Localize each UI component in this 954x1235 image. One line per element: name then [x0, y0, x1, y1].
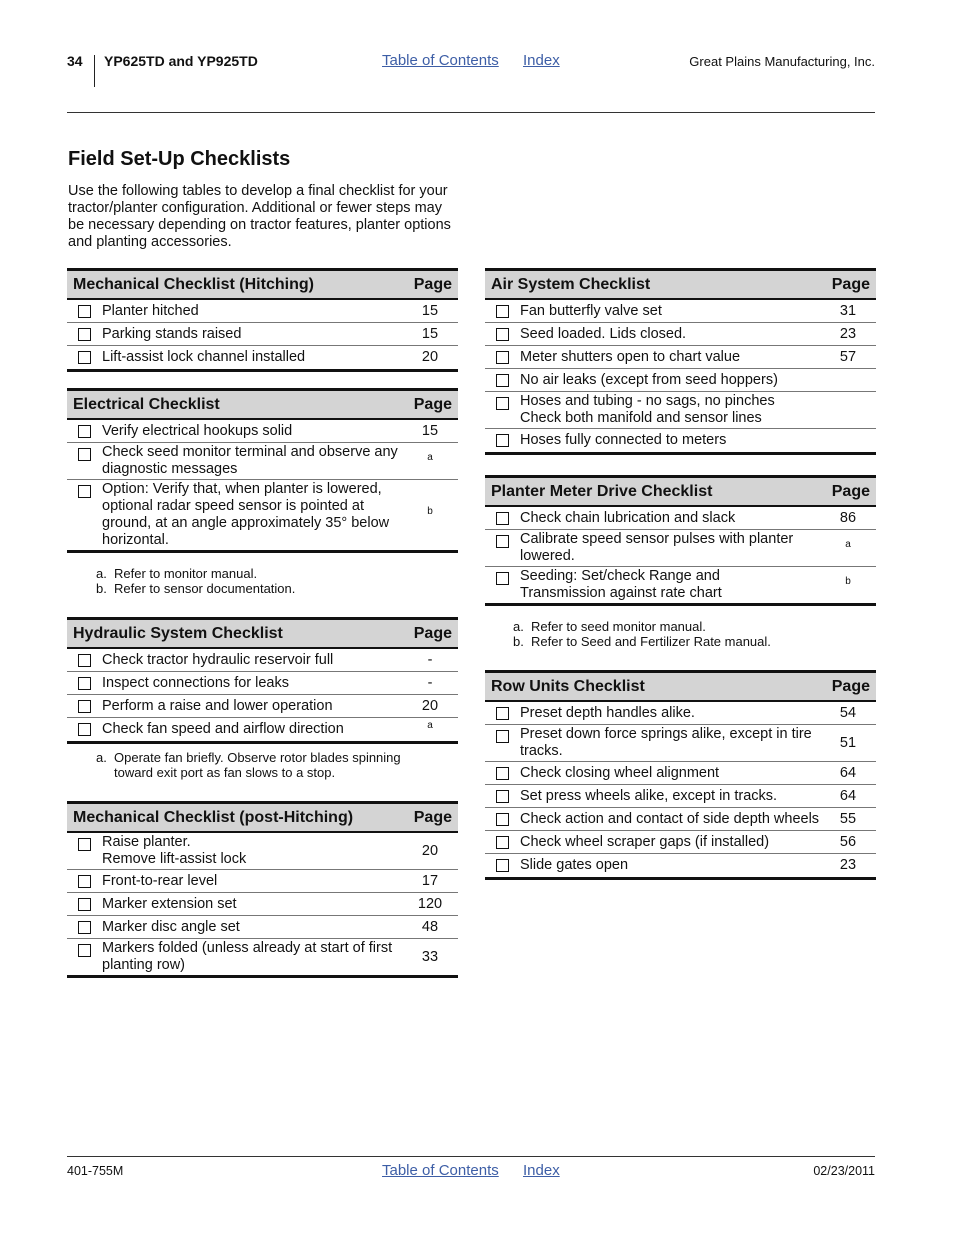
footnote-text: Refer to Seed and Fertilizer Rate manual.: [531, 634, 771, 649]
checkbox-box[interactable]: [496, 813, 509, 826]
checkbox[interactable]: [485, 430, 520, 447]
checklist-row: [67, 870, 458, 893]
checkbox[interactable]: [67, 871, 102, 888]
item-line: Perform a raise and lower operation: [102, 697, 333, 714]
item-line: Slide gates open: [520, 857, 629, 873]
item-line: Option: Verify that, when planter is lowered, optional radar speed sensor is pointed at ground, at an angle approximately 35° below horizontal.: [102, 481, 390, 548]
checkbox[interactable]: [67, 696, 102, 713]
page-column-header: Page: [413, 395, 452, 413]
header-divider: [94, 55, 95, 87]
checklist-item-text: [520, 788, 820, 805]
checklist-item-text: [520, 568, 820, 602]
checklist-row: [67, 833, 458, 870]
checkbox[interactable]: [485, 786, 520, 803]
item-line: Calibrate speed sensor pulses with planter lowered.: [520, 531, 794, 564]
checklist-row: [67, 443, 458, 480]
checklist-row: [485, 762, 876, 785]
checklist-row: [67, 718, 458, 741]
footer-index-link[interactable]: Index: [523, 1162, 560, 1179]
checkbox-box[interactable]: [496, 535, 509, 548]
model-title: YP625TD and YP925TD: [104, 53, 258, 69]
checklist-item-text: [520, 349, 820, 366]
page-reference: 120: [417, 895, 443, 912]
checkbox[interactable]: [67, 324, 102, 341]
checkbox[interactable]: [67, 421, 102, 438]
checklist-item-text: [520, 326, 820, 343]
checkbox[interactable]: [485, 370, 520, 387]
footer-toc-link[interactable]: Table of Contents: [382, 1162, 499, 1179]
hydraulic-checklist: [67, 617, 458, 744]
footnote: [513, 619, 771, 634]
checkbox-box[interactable]: [78, 921, 91, 934]
checkbox-box[interactable]: [78, 485, 91, 498]
checkbox[interactable]: [485, 832, 520, 849]
checkbox-box[interactable]: [78, 425, 91, 438]
meter-drive-checklist: [485, 475, 876, 606]
checkbox[interactable]: [485, 809, 520, 826]
page-reference: -: [427, 651, 433, 668]
table-title: Row Units Checklist: [491, 677, 645, 695]
footnote: [513, 634, 771, 649]
page-reference: 23: [839, 325, 857, 342]
checklist-row: [485, 300, 876, 323]
footnote: [96, 750, 436, 780]
footnote-letter: b.: [513, 634, 524, 649]
table-title: Electrical Checklist: [73, 395, 220, 413]
page-column-header: Page: [413, 624, 452, 642]
checklist-row: [485, 530, 876, 567]
checkbox[interactable]: [67, 894, 102, 911]
checklist-item-text: [520, 765, 820, 782]
mechanical-post-hitching-checklist: [67, 801, 458, 978]
hydraulic-notes: [96, 750, 436, 780]
checkbox-box[interactable]: [496, 351, 509, 364]
checklist-row: [485, 785, 876, 808]
checkbox-box[interactable]: [78, 328, 91, 341]
item-line: Marker extension set: [102, 895, 237, 912]
checklist-row: [485, 346, 876, 369]
item-line: Check fan speed and airflow direction: [102, 721, 344, 737]
checklist-item-text: [102, 423, 402, 440]
checkbox-box[interactable]: [496, 374, 509, 387]
checkbox-box[interactable]: [78, 677, 91, 690]
checkbox-box[interactable]: [496, 836, 509, 849]
table-title: Air System Checklist: [491, 275, 651, 293]
page-reference: 17: [421, 872, 439, 889]
checkbox[interactable]: [67, 650, 102, 667]
checklist-item-text: [102, 652, 402, 669]
checklist-item-text: [520, 726, 820, 760]
checklist-row: [67, 893, 458, 916]
checklist-row: [67, 346, 458, 369]
checkbox-box[interactable]: [78, 838, 91, 851]
checkbox-box[interactable]: [496, 730, 509, 743]
table-title: Mechanical Checklist (Hitching): [73, 275, 314, 293]
header-rule: [67, 112, 875, 113]
checkbox[interactable]: [485, 347, 520, 364]
item-line: Fan butterfly valve set: [520, 302, 662, 319]
item-line: Set press wheels alike, except in tracks.: [520, 787, 778, 804]
checkbox[interactable]: [485, 726, 520, 743]
checkbox-box[interactable]: [496, 707, 509, 720]
page-reference: -: [427, 674, 433, 691]
item-line: Parking stands raised: [102, 325, 242, 342]
checkbox[interactable]: [485, 301, 520, 318]
checklist-item-text: [102, 721, 402, 738]
item-line: Check closing wheel alignment: [520, 764, 720, 781]
toc-link[interactable]: Table of Contents: [382, 52, 499, 69]
checklist-row: [67, 420, 458, 443]
checkbox-box[interactable]: [496, 397, 509, 410]
checklist-item-text: [520, 372, 820, 389]
page-reference: 15: [421, 302, 439, 319]
page-reference: 23: [839, 857, 857, 873]
intro-paragraph: Use the following tables to develop a final checklist for your tractor/planter configuration. Additional or fewer steps may be necessary depending on tractor features, planter options and planting accessories.: [68, 183, 451, 250]
checklist-row: [485, 429, 876, 452]
table-header: [485, 673, 876, 702]
checklist-row: [67, 939, 458, 975]
checklist-item-text: [520, 811, 820, 828]
footer-rule: [67, 1156, 875, 1157]
table-title: Mechanical Checklist (post-Hitching): [73, 808, 354, 826]
checklist-item-text: [102, 896, 402, 913]
checkbox-box[interactable]: [496, 572, 509, 585]
checkbox[interactable]: [485, 324, 520, 341]
checkbox[interactable]: [485, 393, 520, 410]
table-title: Planter Meter Drive Checklist: [491, 482, 713, 500]
checklist-item-text: [520, 857, 820, 874]
page-column-header: Page: [831, 482, 870, 500]
checklist-item-text: [102, 698, 402, 715]
item-line: Planter hitched: [102, 302, 199, 319]
table-title: Hydraulic System Checklist: [73, 624, 283, 642]
footnote-letter: a.: [96, 750, 107, 765]
item-line: Inspect connections for leaks: [102, 674, 289, 691]
index-link[interactable]: Index: [523, 52, 560, 69]
item-line-2: Check both manifold and sensor lines: [520, 410, 762, 426]
checkbox[interactable]: [67, 481, 102, 498]
item-line-2: Remove lift-assist lock: [102, 851, 247, 867]
checkbox-box[interactable]: [78, 305, 91, 318]
item-line: Check wheel scraper gaps (if installed): [520, 833, 770, 850]
footnote-text: Operate fan briefly. Observe rotor blades spinning toward exit port as fan slows to a stop.: [114, 750, 401, 780]
checkbox[interactable]: [485, 703, 520, 720]
checkbox-box[interactable]: [78, 898, 91, 911]
checklist-item-text: [520, 393, 820, 427]
page-reference: 20: [421, 697, 439, 714]
checkbox-box[interactable]: [78, 448, 91, 461]
item-line: Seeding: Set/check Range and: [520, 568, 720, 584]
page-reference: 51: [839, 734, 857, 751]
page-reference: b: [845, 575, 851, 587]
checklist-item-text: [102, 919, 402, 936]
checklist-row: [485, 392, 876, 429]
checkbox[interactable]: [67, 347, 102, 364]
item-line: No air leaks (except from seed hoppers): [520, 371, 778, 388]
mechanical-hitching-checklist: [67, 268, 458, 372]
item-line-2: Transmission against rate chart: [520, 585, 722, 601]
page-reference: 48: [421, 918, 439, 935]
checklist-row: [485, 854, 876, 877]
checkbox[interactable]: [67, 834, 102, 851]
item-line: Meter shutters open to chart value: [520, 348, 741, 365]
checklist-item-text: [102, 834, 402, 868]
page-reference: b: [427, 505, 433, 517]
page-reference: a: [427, 720, 433, 731]
revision-date: 02/23/2011: [813, 1164, 875, 1178]
checklist-row: [67, 480, 458, 550]
checklist-row: [67, 649, 458, 672]
checkbox[interactable]: [67, 940, 102, 957]
footnote-text: Refer to monitor manual.: [114, 566, 258, 581]
meter-drive-notes: [513, 619, 771, 649]
checkbox-box[interactable]: [496, 859, 509, 872]
item-line: Check action and contact of side depth wheels: [520, 810, 820, 827]
checkbox-box[interactable]: [78, 944, 91, 957]
item-line: Check seed monitor terminal and observe any diagnostic messages: [102, 444, 398, 477]
electrical-checklist: [67, 388, 458, 553]
checkbox[interactable]: [67, 917, 102, 934]
item-line: Preset depth handles alike.: [520, 704, 695, 721]
checklist-item-text: [102, 675, 402, 692]
page-column-header: Page: [831, 275, 870, 293]
page-reference: 54: [839, 704, 857, 721]
checklist-item-text: [520, 705, 820, 722]
checklist-item-text: [102, 303, 402, 320]
checklist-item-text: [102, 940, 402, 974]
page-reference: 64: [839, 764, 857, 781]
checklist-row: [485, 369, 876, 392]
item-line: Hoses fully connected to meters: [520, 432, 727, 448]
checkbox[interactable]: [485, 568, 520, 585]
document-number: 401-755M: [67, 1164, 124, 1178]
page-reference: 20: [421, 842, 439, 859]
item-line: Seed loaded. Lids closed.: [520, 325, 687, 342]
checklist-row: [485, 808, 876, 831]
company-name: Great Plains Manufacturing, Inc.: [689, 54, 875, 69]
checkbox-box[interactable]: [78, 875, 91, 888]
checkbox[interactable]: [67, 301, 102, 318]
checkbox[interactable]: [485, 855, 520, 872]
page-reference: 86: [839, 509, 857, 526]
footnote-letter: a.: [96, 566, 107, 581]
checklist-item-text: [520, 510, 820, 527]
checklist-item-text: [520, 303, 820, 320]
item-line: Preset down force springs alike, except in tire tracks.: [520, 726, 812, 759]
checkbox-box[interactable]: [78, 351, 91, 364]
page-column-header: Page: [413, 808, 452, 826]
item-line: Check chain lubrication and slack: [520, 509, 736, 526]
footnote-letter: a.: [513, 619, 524, 634]
footnote: [96, 581, 295, 596]
checkbox-box[interactable]: [496, 767, 509, 780]
checklist-row: [485, 702, 876, 725]
item-line: Check tractor hydraulic reservoir full: [102, 651, 334, 668]
page-reference: 33: [421, 948, 439, 965]
page-reference: 15: [421, 422, 439, 439]
checklist-item-text: [520, 432, 820, 449]
page-reference: a: [427, 451, 433, 463]
table-header: [485, 271, 876, 300]
table-header: [67, 271, 458, 300]
footnote: [96, 566, 295, 581]
checkbox-box[interactable]: [496, 790, 509, 803]
checklist-row: [485, 831, 876, 854]
checkbox[interactable]: [485, 531, 520, 548]
checklist-row: [485, 507, 876, 530]
item-line: Raise planter.: [102, 834, 191, 850]
checklist-item-text: [520, 531, 820, 565]
table-header: [67, 620, 458, 649]
checklist-row: [67, 323, 458, 346]
table-header: [485, 478, 876, 507]
page-reference: 31: [839, 302, 857, 319]
checkbox-box[interactable]: [78, 723, 91, 736]
checklist-row: [67, 300, 458, 323]
checklist-row: [67, 672, 458, 695]
checkbox-box[interactable]: [496, 305, 509, 318]
page-reference: a: [845, 538, 851, 550]
page-reference: 57: [839, 348, 857, 365]
table-header: [67, 391, 458, 420]
checkbox-box[interactable]: [496, 328, 509, 341]
item-line: Hoses and tubing - no sags, no pinches: [520, 393, 775, 409]
footnote-letter: b.: [96, 581, 107, 596]
checkbox[interactable]: [485, 763, 520, 780]
checklist-item-text: [102, 873, 402, 890]
checklist-item-text: [102, 349, 402, 366]
checklist-row: [485, 567, 876, 603]
page-column-header: Page: [831, 677, 870, 695]
page-reference: 20: [421, 349, 439, 365]
checklist-item-text: [102, 481, 402, 549]
page-number: 34: [67, 53, 83, 69]
page-reference: 64: [839, 787, 857, 804]
page-reference: 56: [839, 833, 857, 850]
checklist-item-text: [520, 834, 820, 851]
page-title: Field Set-Up Checklists: [68, 148, 291, 170]
electrical-notes: [96, 566, 295, 596]
checklist-row: [67, 695, 458, 718]
checkbox[interactable]: [67, 673, 102, 690]
page-column-header: Page: [413, 275, 452, 293]
checkbox-box[interactable]: [78, 700, 91, 713]
checklist-item-text: [102, 444, 402, 478]
checkbox-box[interactable]: [496, 434, 509, 447]
row-units-checklist: [485, 670, 876, 880]
checkbox[interactable]: [67, 719, 102, 736]
page-reference: 55: [839, 810, 857, 827]
checklist-row: [485, 323, 876, 346]
checkbox-box[interactable]: [496, 512, 509, 525]
checkbox[interactable]: [67, 444, 102, 461]
checklist-item-text: [102, 326, 402, 343]
item-line: Verify electrical hookups solid: [102, 422, 293, 439]
page-reference: 15: [421, 325, 439, 342]
air-system-checklist: [485, 268, 876, 455]
table-header: [67, 804, 458, 833]
item-line: Lift-assist lock channel installed: [102, 349, 306, 365]
checkbox[interactable]: [485, 508, 520, 525]
footnote-text: Refer to seed monitor manual.: [531, 619, 706, 634]
item-line: Markers folded (unless already at start of first planting row): [102, 940, 393, 973]
item-line: Marker disc angle set: [102, 918, 240, 935]
checklist-row: [485, 725, 876, 762]
checklist-row: [67, 916, 458, 939]
footnote-text: Refer to sensor documentation.: [114, 581, 296, 596]
checkbox-box[interactable]: [78, 654, 91, 667]
item-line: Front-to-rear level: [102, 872, 218, 889]
